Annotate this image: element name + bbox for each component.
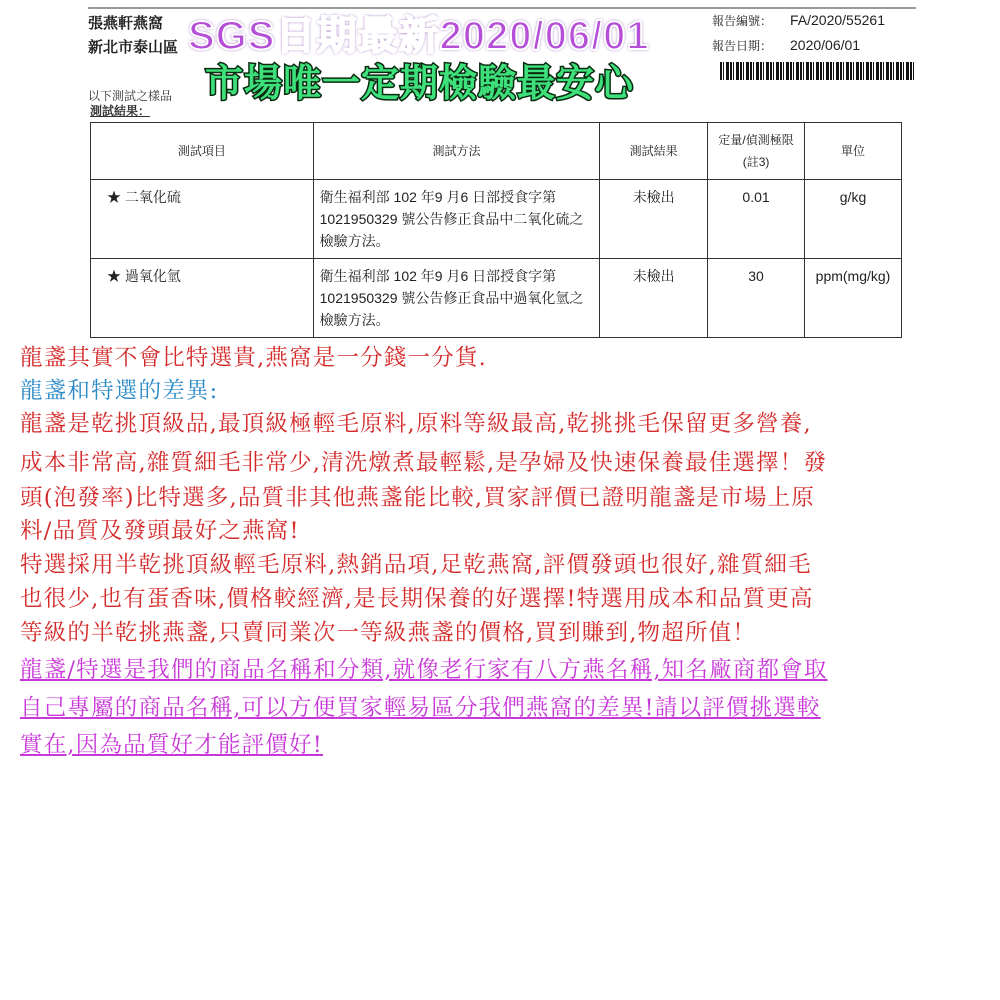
col-header: 測試結果 [600,123,708,180]
col-header: 定量/偵測極限(註3) [708,123,805,180]
body-line: 等級的半乾挑燕盞,只賣同業次一等級燕盞的價格,買到賺到,物超所值！ [20,620,757,646]
col-header: 單位 [805,123,902,180]
sgs-date-banner: SGS日期最新2020/06/01 [188,4,650,61]
body-line: 成本非常高,雜質細毛非常少,清洗燉煮最輕鬆,是孕婦及快速保養最佳選擇！發 [20,450,828,476]
body-line-underlined: 實在,因為品質好才能評價好! [20,732,323,758]
test-item: ★ 過氧化氫 [91,259,314,338]
body-line: 料/品質及發頭最好之燕窩! [20,518,300,544]
sample-note: 以下測試之樣品 [88,89,173,103]
body-line: 也很少,也有蛋香味,價格較經濟,是長期保養的好選擇!特選用成本和品質更高 [20,586,814,612]
report-date [712,37,860,54]
report-number-label: 報告編號： [712,14,773,28]
company-address: 新北市泰山區 [88,38,179,56]
test-method: 衛生福利部 102 年9 月6 日部授食字第 1021950329 號公告修正食品中過氧化氫之檢驗方法。 [313,259,600,338]
test-method: 衛生福利部 102 年9 月6 日部授食字第 1021950329 號公告修正食品中二氧化硫之檢驗方法。 [313,180,600,259]
test-unit: ppm(mg/kg) [805,259,902,338]
report-number [712,12,885,29]
slogan-banner: 市場唯一定期檢驗最安心 [205,63,635,105]
table-row [91,180,902,259]
test-limit: 0.01 [708,180,805,259]
col-header: 測試項目 [91,123,314,180]
report-date-label: 報告日期： [712,39,773,53]
test-result: 未檢出 [600,259,708,338]
company-name: 張燕軒燕窩 [88,14,164,32]
test-unit: g/kg [805,180,902,259]
table-header-row [91,123,902,180]
barcode [720,62,916,80]
col-header: 測試方法 [313,123,600,180]
body-line: 龍盞其實不會比特選貴,燕窩是一分錢一分貨. [20,345,488,371]
test-item: ★ 二氧化硫 [91,180,314,259]
body-line: 特選採用半乾挑頂級輕毛原料,熱銷品項,足乾燕窩,評價發頭也很好,雜質細毛 [20,552,812,578]
report-date-value: 2020/06/01 [790,37,861,53]
test-results-table [90,122,902,338]
body-line: 龍盞是乾挑頂級品,最頂級極輕毛原料,原料等級最高,乾挑挑毛保留更多營養, [20,411,812,437]
body-line: 頭(泡發率)比特選多,品質非其他燕盞能比較,買家評價已證明龍盞是市場上原 [20,485,816,511]
body-heading: 龍盞和特選的差異: [20,378,219,404]
body-line-underlined: 龍盞/特選是我們的商品名稱和分類,就像老行家有八方燕名稱,知名廠商都會取 [20,657,828,683]
table-row [91,259,902,338]
test-limit: 30 [708,259,805,338]
report-number-value: FA/2020/55261 [790,12,885,28]
results-label: 測試結果： [90,104,151,118]
body-line-underlined: 自己專屬的商品名稱,可以方便買家輕易區分我們燕窩的差異!請以評價挑選較 [20,695,821,721]
test-result: 未檢出 [600,180,708,259]
